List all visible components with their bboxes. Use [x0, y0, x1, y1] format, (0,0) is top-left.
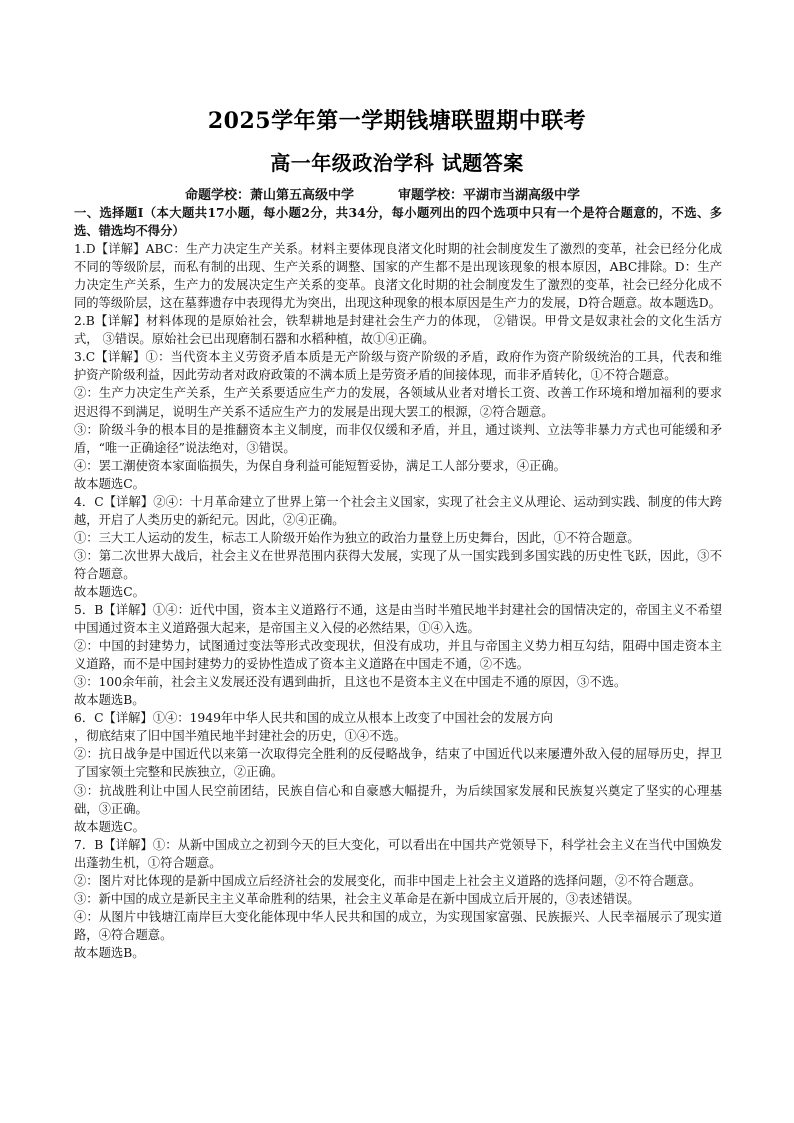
answer-line: ①：三大工人运动的发生，标志工人阶级开始作为独立的政治力量登上历史舞台，因此，①不符合题意。: [74, 530, 640, 545]
answer-line: 5．B【详解】①④：近代中国，资本主义道路行不通，这是由当时半殖民地半封建社会的国情决定的，帝国主义不希望中国通过资本主义道路强大起来，是帝国主义入侵的必然结果，①④入选。: [74, 603, 722, 636]
answer-line: ③：新中国的成立是新民主主义革命胜利的结果，社会主义革命是在新中国成立后开展的，③表述错误。: [74, 891, 640, 906]
page-title: 2025学年第一学期钱塘联盟期中联考: [207, 108, 587, 134]
answer-line: 故本题选C。: [74, 476, 145, 491]
section-heading: 一、选择题Ⅰ（本大题共17小题，每小题2分，共34分，每小题列出的四个选项中只有一个是符合题意的，不选、多选、错选均不得分）: [74, 205, 722, 239]
setter-school: 命题学校：萧山第五高级中学: [185, 188, 355, 203]
answer-line: ②：中国的封建势力，试图通过变法等形式改变现状，但没有成功，并且与帝国主义势力相互勾结，阻碍中国走资本主义道路，而不是中国封建势力的妥协性造成了资本主义道路在中国走不通，②不选。: [74, 639, 722, 672]
page-subtitle: 高一年级政治学科 试题答案: [270, 151, 524, 175]
answer-line: ④：从图片中钱塘江南岸巨大变化能体现中华人民共和国的成立，为实现国家富强、民族振兴、人民幸福展示了现实道路，④符合题意。: [74, 909, 722, 942]
answer-line: ③：阶级斗争的根本目的是推翻资本主义制度，而非仅仅缓和矛盾，并且，通过谈判、立法等非暴力方式也可能缓和矛盾，“唯一正确途径”说法绝对，③错误。: [74, 422, 722, 455]
answer-line: 3.C【详解】①：当代资本主义劳资矛盾本质是无产阶级与资产阶级的矛盾，政府作为资产阶级统治的工具，代表和维护资产阶级利益，因此劳动者对政府政策的不满本质上是劳资矛盾的间接体现，而非矛盾转化，①不符合题意。: [74, 350, 722, 383]
answer-line: ③：第二次世界大战后，社会主义在世界范围内获得大发展，实现了从一国实践到多国实践的历史性飞跃，因此，③不符合题意。: [74, 548, 722, 581]
answer-line: ②：生产力决定生产关系，生产关系要适应生产力的发展，各领域从业者对增长工资、改善工作环境和增加福利的要求迟迟得不到满足，说明生产关系不适应生产力的发展是出现大罢工的根源，②符合题意。: [74, 386, 722, 419]
answer-line: 故本题选C。: [74, 819, 145, 834]
answer-line: 7．B【详解】①：从新中国成立之初到今天的巨大变化，可以看出在中国共产党领导下，科学社会主义在当代中国焕发出蓬勃生机，①符合题意。: [74, 837, 722, 870]
reviewer-school: 审题学校：平湖市当湖高级中学: [398, 188, 581, 203]
answer-line: 4．C【详解】②④：十月革命建立了世界上第一个社会主义国家，实现了社会主义从理论、运动到实践、制度的伟大跨越，开启了人类历史的新纪元。因此，②④正确。: [74, 494, 722, 527]
answer-line: 1.D【详解】ABC：生产力决定生产关系。材料主要体现良渚文化时期的社会制度发生了激烈的变革，社会已经分化成不同的等级阶层，而私有制的出现、生产关系的调整、国家的产生都不是出现该现象的根本原因，ABC排除。D：生产力决定生产关系，生产力的发展决定生产关系的变革。良渚文化时期的社会制度发生了激烈的变革，社会已经分化成不同的等级阶层，这在墓葬遗存中表现得尤为突出，出现这种现象的根本原因是生产力的发展，D符合题意。故本题选D。: [74, 242, 722, 311]
answer-line: ③：100余年前，社会主义发展还没有遇到曲折，且这也不是资本主义在中国走不通的原因，③不选。: [74, 675, 627, 690]
answer-line: ②：图片对比体现的是新中国成立后经济社会的发展变化，而非中国走上社会主义道路的选择问题，②不符合题意。: [74, 873, 702, 888]
school-info: [185, 184, 580, 203]
answer-line: 故本题选B。: [74, 693, 145, 708]
answer-line: 2.B【详解】材料体现的是原始社会，铁犁耕地是封建社会生产力的体现， ②错误。甲骨文是奴隶社会的文化生活方式， ③错误。原始社会已出现磨制石器和水稻种植，故①④正确。: [74, 314, 722, 347]
answer-line: ④：罢工潮使资本家面临损失，为保自身利益可能短暂妥协，满足工人部分要求，④正确。: [74, 458, 566, 473]
answer-line: 故本题选C。: [74, 584, 145, 599]
answer-line: ②：抗日战争是中国近代以来第一次取得完全胜利的反侵略战争，结束了中国近代以来屡遭外敌入侵的屈辱历史，捍卫了国家领土完整和民族独立，②正确。: [74, 747, 722, 780]
answer-body: [74, 204, 722, 962]
answer-line: 6．C【详解】①④：1949年中华人民共和国的成立从根本上改变了中国社会的发展方向: [74, 711, 553, 726]
answer-line: 故本题选B。: [74, 945, 145, 960]
answer-line: ③：抗战胜利让中国人民空前团结，民族自信心和自豪感大幅提升，为后续国家发展和民族复兴奠定了坚实的心理基础，③正确。: [74, 783, 722, 816]
answer-line: ，彻底结束了旧中国半殖民地半封建社会的历史，①④不选。: [74, 729, 407, 744]
